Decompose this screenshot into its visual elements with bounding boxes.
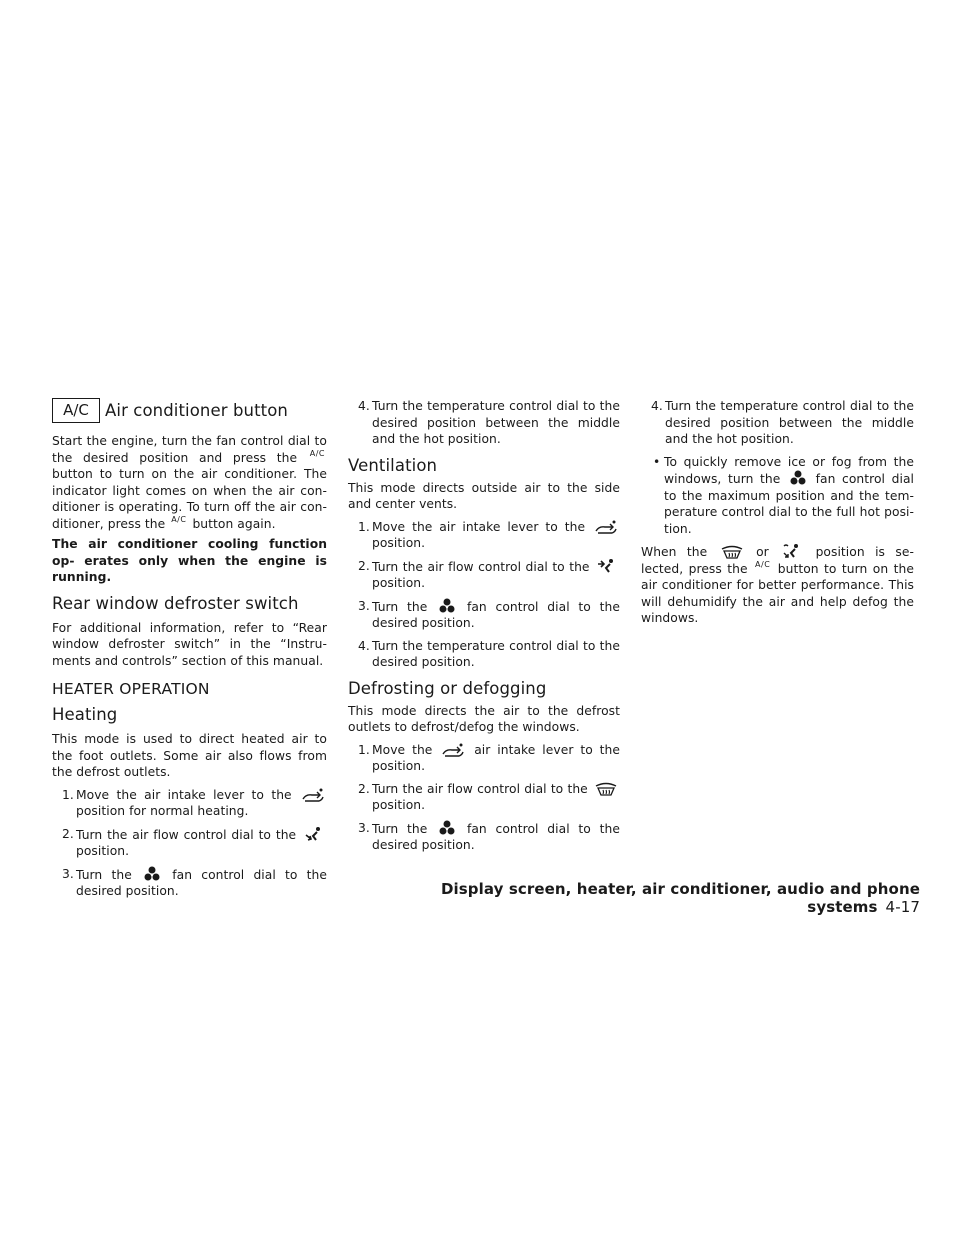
heating-text: This mode is used to direct heated air to the foot outlets. Some air also flows from the defrost outlets. bbox=[52, 732, 327, 779]
fan-icon bbox=[439, 820, 455, 836]
ac-icon: A/C bbox=[755, 559, 771, 569]
column-1 bbox=[52, 398, 327, 900]
heating-heading: Heating bbox=[52, 705, 118, 724]
defrosting-text: This mode directs the air to the defrost outlets to defrost/defog the windows. bbox=[348, 703, 620, 734]
heating-step-4: 4. Turn the temperature control dial to the desired position between the middle and the hot position. bbox=[358, 399, 620, 446]
page-footer bbox=[410, 880, 920, 916]
air-intake-outside-icon bbox=[302, 788, 324, 802]
ac-heading-row bbox=[52, 398, 327, 423]
rear-defroster-heading: Rear window defroster switch bbox=[52, 593, 299, 613]
heating-step-3: 3. Turn the fan control dial to the desired position. bbox=[62, 866, 327, 898]
column-2 bbox=[348, 398, 620, 854]
defrost-icon bbox=[595, 782, 617, 796]
ventilation-step-2: 2. Turn the air flow control dial to the position. bbox=[348, 558, 620, 592]
page-number: 4-17 bbox=[885, 898, 920, 916]
ventilation-heading: Ventilation bbox=[348, 455, 438, 475]
defrost-tip: • To quickly remove ice or fog from the windows, turn the fan control dial to the maximum position and the tem- perature control dial to the full hot posi- tion. bbox=[653, 454, 915, 536]
fan-icon bbox=[144, 866, 160, 882]
ac-badge: A/C bbox=[52, 398, 100, 423]
heating-step-2: 2. Turn the air flow control dial to the position. bbox=[52, 826, 327, 860]
defrost-step-2: 2. Turn the air flow control dial to the position. bbox=[348, 781, 620, 814]
defrosting-heading: Defrosting or defogging bbox=[348, 678, 547, 698]
heater-operation-heading: HEATER OPERATION bbox=[52, 680, 210, 698]
ventilation-step-3: 3. Turn the fan control dial to the desired position. bbox=[358, 598, 620, 630]
fan-icon bbox=[439, 598, 455, 614]
fan-icon bbox=[790, 470, 806, 486]
section-title: Display screen, heater, air conditioner, audio and phone systems bbox=[440, 880, 920, 916]
defrost-step-1: 1. Move the air intake lever to the position. bbox=[358, 742, 620, 773]
rear-defroster-text: For additional information, refer to “Rear window defroster switch” in the “Instru- ments and controls” section of this manual. bbox=[52, 620, 327, 668]
ventilation-step-1: 1. Move the air intake lever to the position. bbox=[348, 519, 620, 552]
ac-icon: A/C bbox=[309, 448, 325, 458]
ventilation-text: This mode directs outside air to the side and center vents. bbox=[348, 480, 620, 511]
ac-icon: A/C bbox=[171, 514, 187, 524]
foot-mode-icon bbox=[304, 826, 324, 842]
air-intake-outside-icon bbox=[595, 520, 617, 534]
dehumidify-paragraph: When the or position is se- lected, press the A/C button to turn on the air conditioner for better performance. This will dehumidify the air and help defog the windows. bbox=[641, 545, 914, 625]
defrost-icon bbox=[721, 545, 743, 559]
air-intake-outside-icon bbox=[442, 743, 464, 757]
heating-step-1: 1. Move the air intake lever to the position for normal heating. bbox=[52, 787, 327, 820]
ac-heading: Air conditioner button bbox=[105, 400, 288, 420]
ventilation-step-4: 4. Turn the temperature control dial to the desired position. bbox=[358, 638, 620, 669]
foot-defrost-icon bbox=[782, 543, 802, 559]
defrost-step-3: 3. Turn the fan control dial to the desired position. bbox=[358, 820, 620, 852]
column-3 bbox=[641, 398, 914, 627]
face-vent-icon bbox=[597, 558, 617, 574]
ac-paragraph: Start the engine, turn the fan control dial to the desired position and press the A/C button to turn on the air conditioner. The indicator light comes on when the air con- ditioner is operating. To turn off the air con- ditioner, press the A/C button again. bbox=[52, 434, 327, 531]
defrost-step-4: 4. Turn the temperature control dial to the desired position between the middle and the hot position. bbox=[651, 399, 914, 446]
ac-warning: The air conditioner cooling function op- erates only when the engine is running. bbox=[52, 537, 327, 584]
